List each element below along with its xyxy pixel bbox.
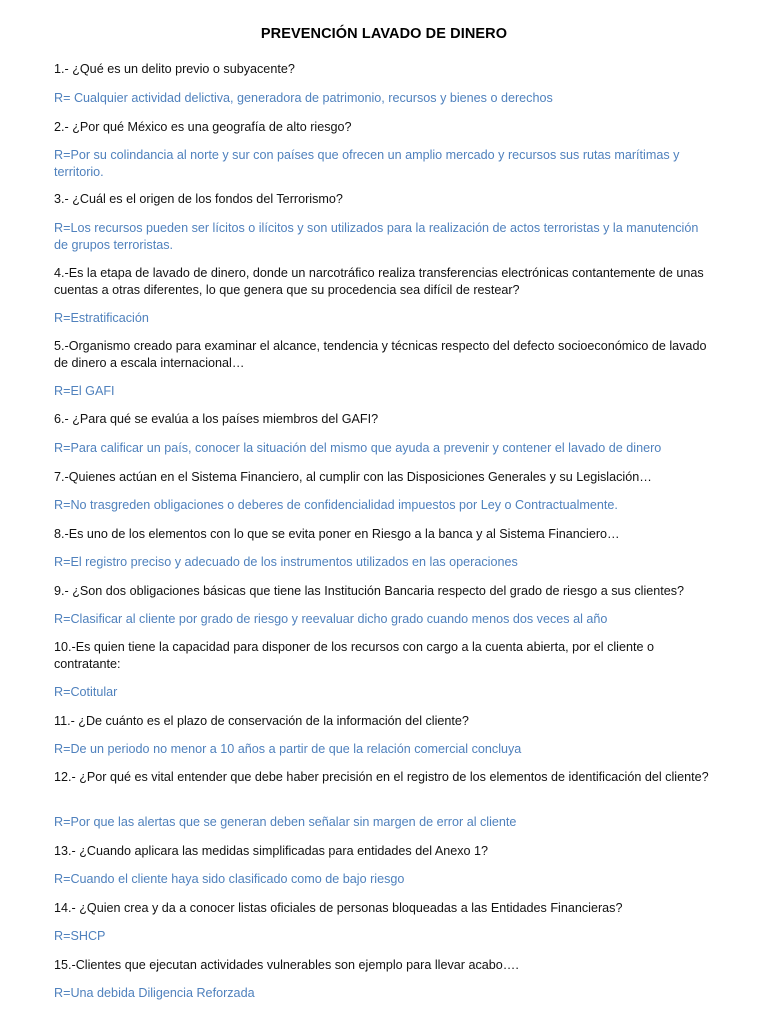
answer-3: R=Los recursos pueden ser lícitos o ilícitos y son utilizados para la realización de actos terroristas y la manutención de grupos terroristas. (54, 221, 699, 252)
question-11: 11.- ¿De cuánto es el plazo de conservación de la información del cliente? (54, 714, 469, 728)
answer-15: R=Una debida Diligencia Reforzada (54, 986, 255, 1000)
question-14: 14.- ¿Quien crea y da a conocer listas oficiales de personas bloqueadas a las Entidades Financieras? (54, 901, 623, 915)
answer-7: R=No trasgreden obligaciones o deberes de confidencialidad impuestos por Ley o Contractualmente. (54, 498, 618, 512)
question-13: 13.- ¿Cuando aplicara las medidas simplificadas para entidades del Anexo 1? (54, 844, 489, 858)
answer-6: R=Para calificar un país, conocer la situación del mismo que ayuda a prevenir y contener el lavado de dinero (54, 441, 662, 455)
answer-10: R=Cotitular (54, 685, 118, 699)
question-6: 6.- ¿Para qué se evalúa a los países miembros del GAFI? (54, 412, 379, 426)
answer-8: R=El registro preciso y adecuado de los instrumentos utilizados en las operaciones (54, 555, 518, 569)
answer-2: R=Por su colindancia al norte y sur con países que ofrecen un amplio mercado y recursos sus rutas marítimas y territorio. (54, 148, 680, 179)
question-9: 9.- ¿Son dos obligaciones básicas que tiene las Institución Bancaria respecto del grado de riesgo a sus clientes? (54, 584, 685, 598)
answer-1: R= Cualquier actividad delictiva, generadora de patrimonio, recursos y bienes o derechos (54, 91, 553, 105)
answer-12: R=Por que las alertas que se generan deben señalar sin margen de error al cliente (54, 815, 517, 829)
question-3: 3.- ¿Cuál es el origen de los fondos del Terrorismo? (54, 192, 343, 206)
answer-9: R=Clasificar al cliente por grado de riesgo y reevaluar dicho grado cuando menos dos veces al año (54, 612, 608, 626)
answer-13: R=Cuando el cliente haya sido clasificado como de bajo riesgo (54, 872, 405, 886)
question-12: 12.- ¿Por qué es vital entender que debe haber precisión en el registro de los elementos de identificación del cliente? (54, 770, 709, 784)
question-4: 4.-Es la etapa de lavado de dinero, donde un narcotráfico realiza transferencias electrónicas contantemente de unas cuentas a otras diferentes, lo que genera que su procedencia sea difícil de restear? (54, 266, 704, 297)
document-title: PREVENCIÓN LAVADO DE DINERO (260, 26, 508, 42)
question-15: 15.-Clientes que ejecutan actividades vulnerables son ejemplo para llevar acabo…. (54, 958, 519, 972)
question-10: 10.-Es quien tiene la capacidad para disponer de los recursos con cargo a la cuenta abierta, por el cliente o contratante: (54, 640, 654, 671)
question-5: 5.-Organismo creado para examinar el alcance, tendencia y técnicas respecto del defecto socioeconómico de lavado de dinero a escala internacional… (54, 339, 707, 370)
question-7: 7.-Quienes actúan en el Sistema Financiero, al cumplir con las Disposiciones Generales y su Legislación… (54, 470, 652, 484)
answer-5: R=El GAFI (54, 384, 115, 398)
answer-4: R=Estratificación (54, 311, 149, 325)
question-8: 8.-Es uno de los elementos con lo que se evita poner en Riesgo a la banca y al Sistema Financiero… (54, 527, 620, 541)
answer-14: R=SHCP (54, 929, 106, 943)
question-2: 2.- ¿Por qué México es una geografía de alto riesgo? (54, 120, 352, 134)
answer-11: R=De un periodo no menor a 10 años a partir de que la relación comercial concluya (54, 742, 522, 756)
question-1: 1.- ¿Qué es un delito previo o subyacente? (54, 62, 295, 76)
